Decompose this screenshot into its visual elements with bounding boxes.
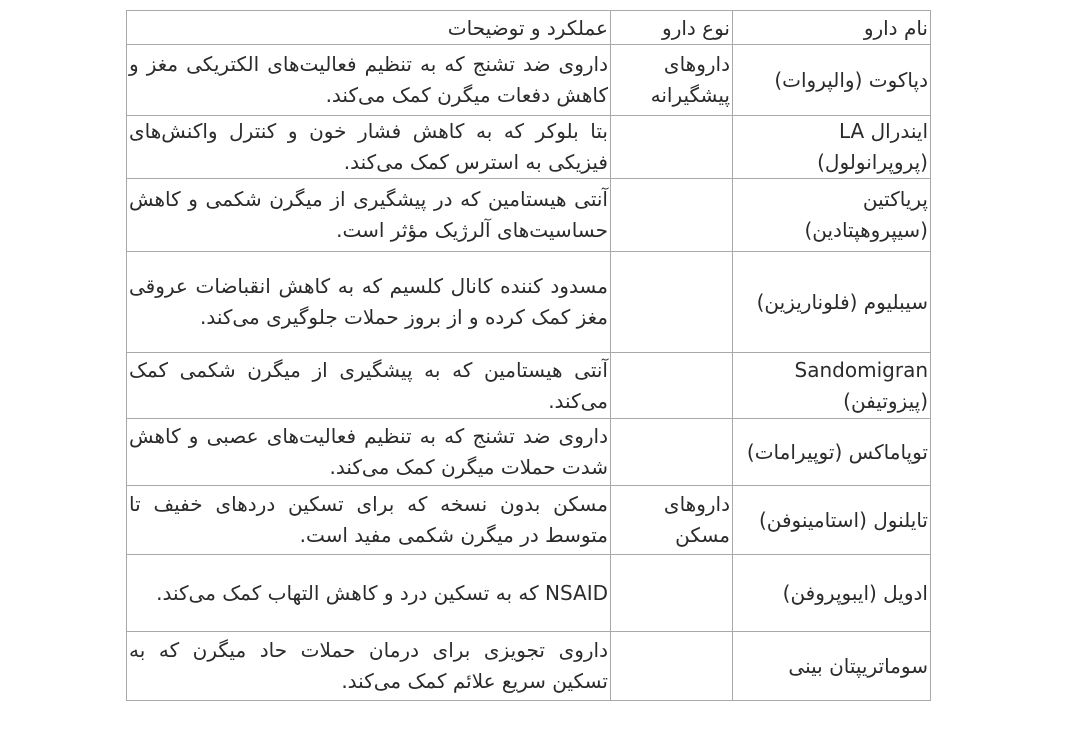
drug-name-cell: تایلنول (استامینوفن) (733, 486, 931, 555)
drug-type-cell (611, 252, 733, 353)
drug-name-cell: توپاماکس (توپیرامات) (733, 419, 931, 486)
drug-description-cell: داروی ضد تشنج که به تنظیم فعالیت‌های الکتریکی مغز و کاهش دفعات میگرن کمک می‌کند. (127, 45, 611, 116)
drug-description-cell: مسدود کننده کانال کلسیم که به کاهش انقباضات عروقی مغز کمک کرده و از بروز حملات جلوگیری می‌کند. (127, 252, 611, 353)
drug-name-cell: دپاکوت (والپروات) (733, 45, 931, 116)
drug-type-cell (611, 179, 733, 252)
header-description: عملکرد و توضیحات (127, 11, 611, 45)
table-row (127, 252, 931, 353)
drug-type-cell (611, 116, 733, 179)
document-page (126, 10, 930, 701)
drug-description-cell: آنتی هیستامین که به پیشگیری از میگرن شکمی کمک می‌کند. (127, 353, 611, 419)
drug-name-cell: پریاکتین (سیپروهپتادین) (733, 179, 931, 252)
header-drug-type: نوع دارو (611, 11, 733, 45)
table-row (127, 116, 931, 179)
drug-description-cell: NSAID که به تسکین درد و کاهش التهاب کمک می‌کند. (127, 555, 611, 632)
drug-name-cell: Sandomigran (پیزوتیفن) (733, 353, 931, 419)
table-row (127, 419, 931, 486)
table-header-row (127, 11, 931, 45)
drug-type-cell (611, 419, 733, 486)
table-row (127, 555, 931, 632)
drug-type-cell: داروهای پیشگیرانه (611, 45, 733, 116)
table-row (127, 45, 931, 116)
header-drug-name: نام دارو (733, 11, 931, 45)
drug-description-cell: داروی ضد تشنج که به تنظیم فعالیت‌های عصبی و کاهش شدت حملات میگرن کمک می‌کند. (127, 419, 611, 486)
table-row (127, 486, 931, 555)
drug-description-cell: مسکن بدون نسخه که برای تسکین دردهای خفیف تا متوسط در میگرن شکمی مفید است. (127, 486, 611, 555)
drug-name-cell: ادویل (ایبوپروفن) (733, 555, 931, 632)
drug-type-cell (611, 632, 733, 701)
drug-type-cell (611, 353, 733, 419)
drug-table (126, 10, 931, 701)
drug-description-cell: بتا بلوکر که به کاهش فشار خون و کنترل واکنش‌های فیزیکی به استرس کمک می‌کند. (127, 116, 611, 179)
drug-description-cell: آنتی هیستامین که در پیشگیری از میگرن شکمی و کاهش حساسیت‌های آلرژیک مؤثر است. (127, 179, 611, 252)
drug-name-cell: ایندرال LA (پروپرانولول) (733, 116, 931, 179)
table-row (127, 632, 931, 701)
drug-name-cell: سوماتریپتان بینی (733, 632, 931, 701)
table-row (127, 353, 931, 419)
drug-name-cell: سیبلیوم (فلوناریزین) (733, 252, 931, 353)
table-row (127, 179, 931, 252)
drug-type-cell (611, 555, 733, 632)
drug-description-cell: داروی تجویزی برای درمان حملات حاد میگرن که به تسکین سریع علائم کمک می‌کند. (127, 632, 611, 701)
drug-type-cell: داروهای مسکن (611, 486, 733, 555)
